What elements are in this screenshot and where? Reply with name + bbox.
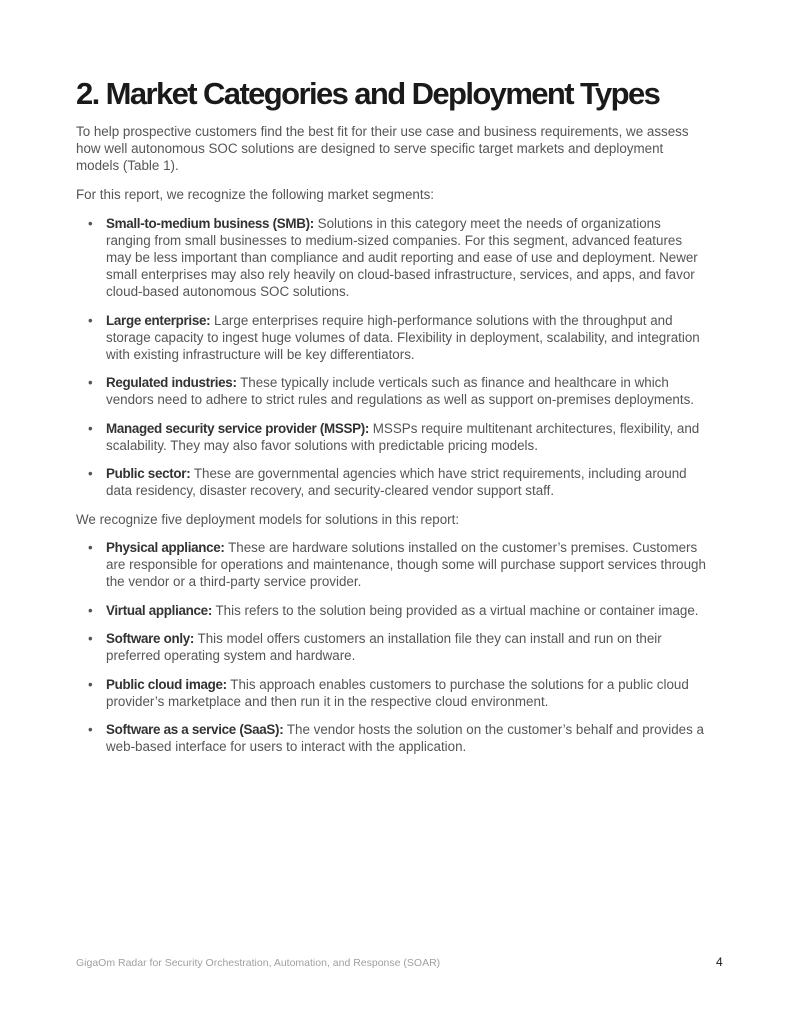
models-intro: We recognize five deployment models for solutions in this report:	[76, 511, 460, 527]
list-item	[76, 420, 708, 454]
list-item-text: These typically include verticals such as finance and healthcare in which vendors need to adhere to strict rules and regulations as well as support on-premises deployments.	[106, 375, 695, 408]
list-item-label: Virtual appliance:	[106, 602, 212, 618]
bullet-icon: •	[88, 216, 93, 231]
list-item	[76, 602, 708, 619]
list-item	[76, 215, 708, 300]
bullet-icon: •	[88, 539, 93, 555]
list-item-label: Large enterprise:	[106, 312, 211, 328]
list-item-label: Public sector:	[106, 466, 191, 482]
list-item	[76, 374, 708, 408]
page-content	[76, 72, 708, 767]
list-item-text: MSSPs require multitenant architectures, flexibility, and scalability. They may also favor solutions with predictable pricing models.	[106, 420, 700, 453]
list-item	[76, 539, 708, 590]
list-item-text: These are hardware solutions installed on the customer’s premises. Customers are responsible for operations and maintenance, though some will purchase support services through the vendor or a third-party service provider.	[106, 539, 706, 589]
list-item-text: Solutions in this category meet the needs of organizations ranging from small businesses to medium-sized companies. For this segment, advanced features may be less important than compliance and audit reporting and ease of use and deployment. Newer small enterprises may also rely heavily on cloud-based infrastructure, services, and apps, and favor cloud-based autonomous SOC solutions.	[106, 216, 698, 299]
list-item-text: This refers to the solution being provided as a virtual machine or container image.	[211, 602, 699, 618]
bullet-icon: •	[88, 676, 93, 692]
bullet-icon: •	[88, 375, 93, 391]
intro-paragraph: To help prospective customers find the best fit for their use case and business requirements, we assess how well autonomous SOC solutions are designed to serve specific target markets and deployment models (Table 1).	[76, 124, 689, 173]
list-item-text: Large enterprises require high-performance solutions with the throughput and storage capacity to ingest huge volumes of data. Flexibility in deployment, scalability, and integration with existing infrastructure will be key differentiators.	[106, 312, 700, 362]
bullet-icon: •	[88, 466, 93, 482]
list-item-text: This approach enables customers to purchase the solutions for a public cloud provider’s marketplace and then run it in the respective cloud environment.	[106, 676, 689, 709]
list-item-label: Public cloud image:	[106, 676, 227, 692]
list-item-label: Managed security service provider (MSSP):	[106, 420, 370, 436]
list-item-label: Software as a service (SaaS):	[106, 722, 284, 738]
list-item	[76, 721, 708, 755]
market-segments-list	[76, 215, 708, 499]
bullet-icon: •	[88, 631, 93, 647]
list-item-label: Small-to-medium business (SMB):	[106, 216, 314, 231]
bullet-icon: •	[88, 722, 93, 738]
list-item-label: Regulated industries:	[106, 375, 237, 391]
section-title: 2. Market Categories and Deployment Types	[76, 76, 660, 111]
list-item	[76, 630, 708, 664]
segments-intro: For this report, we recognize the following market segments:	[76, 187, 434, 202]
list-item-label: Software only:	[106, 631, 195, 647]
page-number: 4	[716, 955, 723, 969]
list-item-text: This model offers customers an installation file they can install and run on their preferred operating system and hardware.	[106, 631, 662, 664]
list-item-text: The vendor hosts the solution on the customer’s behalf and provides a web-based interface for users to interact with the application.	[106, 722, 704, 755]
list-item-label: Physical appliance:	[106, 539, 225, 555]
deployment-models-list	[76, 539, 708, 755]
list-item	[76, 465, 708, 499]
bullet-icon: •	[88, 312, 93, 328]
list-item-text: These are governmental agencies which have strict requirements, including around data residency, disaster recovery, and security-cleared vendor support staff.	[106, 466, 687, 499]
list-item	[76, 312, 708, 363]
bullet-icon: •	[88, 602, 93, 618]
list-item	[76, 676, 708, 710]
bullet-icon: •	[88, 420, 93, 436]
page-footer: GigaOm Radar for Security Orchestration, Automation, and Response (SOAR)	[76, 957, 441, 969]
